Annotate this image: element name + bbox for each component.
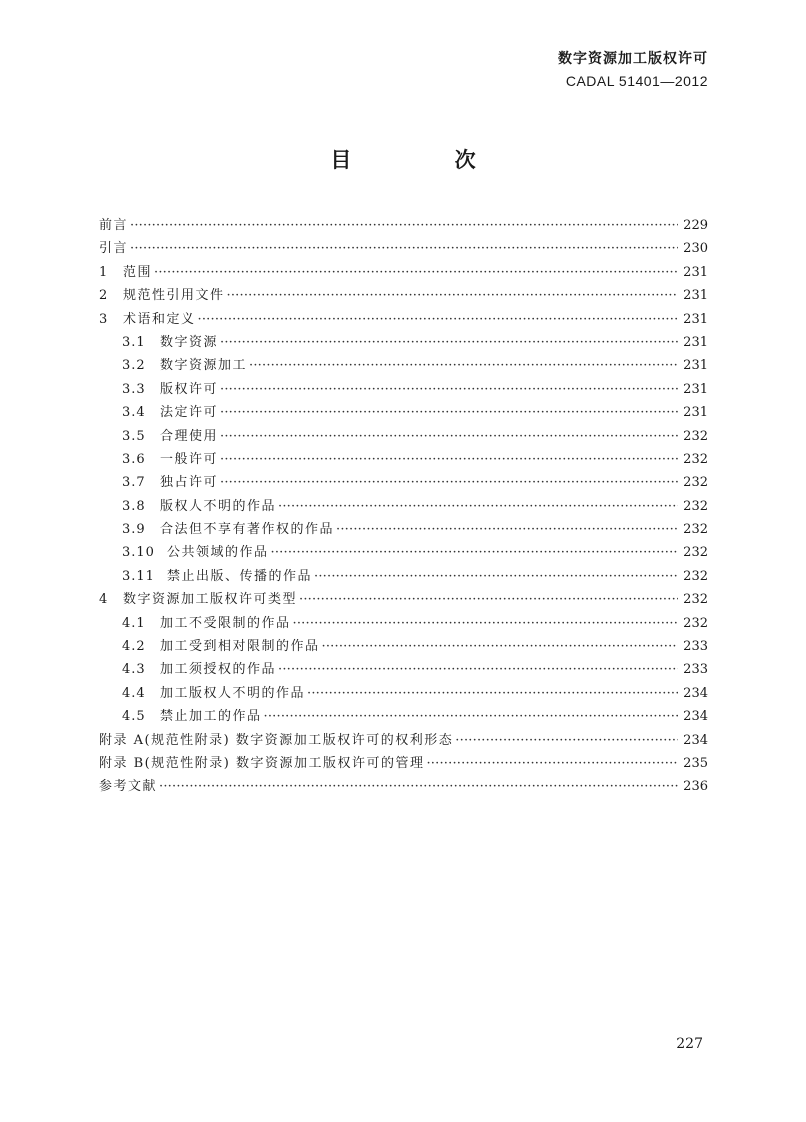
toc-entry[interactable] <box>99 658 708 681</box>
toc-dot-leader <box>130 237 678 260</box>
toc-entry-label: 范围 <box>123 264 153 280</box>
toc-dot-leader <box>264 705 678 728</box>
toc-entry-label: 附录 A(规范性附录) 数字资源加工版权许可的权利形态 <box>99 732 454 748</box>
toc-dot-leader <box>271 541 678 564</box>
toc-entry-number: 3.8 <box>122 498 146 514</box>
toc-entry-label: 合法但不享有著作权的作品 <box>160 522 335 538</box>
toc-entry-page: 231 <box>683 405 708 421</box>
toc-entry-page: 232 <box>683 428 708 444</box>
toc-entry-page: 231 <box>683 288 708 304</box>
toc-entry-number: 3.1 <box>122 334 146 350</box>
toc-entry[interactable] <box>99 565 708 588</box>
toc-entry-page: 231 <box>683 264 708 280</box>
toc-entry[interactable] <box>99 495 708 518</box>
toc-entry-number: 4.4 <box>122 685 146 701</box>
toc-entry-number: 1 <box>99 264 109 280</box>
toc-entry-page: 233 <box>683 639 708 655</box>
toc-dot-leader <box>336 518 678 541</box>
toc-entry[interactable] <box>99 705 708 728</box>
toc-entry-number: 4.3 <box>122 662 146 678</box>
toc-entry-page: 232 <box>683 615 708 631</box>
toc-entry-label: 加工须授权的作品 <box>160 662 277 678</box>
toc-entry[interactable] <box>99 284 708 307</box>
toc-entry[interactable] <box>99 612 708 635</box>
toc-entry[interactable] <box>99 448 708 471</box>
toc-entry-number: 3.2 <box>122 358 146 374</box>
toc-dot-leader <box>220 448 678 471</box>
toc-entry-label: 法定许可 <box>160 405 219 421</box>
toc-entry-page: 235 <box>683 755 708 771</box>
toc-entry-number: 4.5 <box>122 709 146 725</box>
toc-dot-leader <box>278 658 678 681</box>
toc-entry-number: 3.9 <box>122 522 146 538</box>
toc-entry[interactable] <box>99 471 708 494</box>
toc-dot-leader <box>426 752 678 775</box>
toc-entry-number: 3.5 <box>122 428 146 444</box>
toc-entry-page: 231 <box>683 358 708 374</box>
toc-entry-page: 231 <box>683 381 708 397</box>
toc-entry-number: 3.4 <box>122 405 146 421</box>
toc-entry-label: 参考文献 <box>99 779 158 795</box>
toc-entry[interactable] <box>99 588 708 611</box>
toc-entry-page: 236 <box>683 779 708 795</box>
toc-entry-page: 232 <box>683 568 708 584</box>
toc-entry-label: 加工不受限制的作品 <box>160 615 291 631</box>
toc-entry-label: 合理使用 <box>160 428 219 444</box>
toc-entry-page: 231 <box>683 334 708 350</box>
toc-entry[interactable] <box>99 308 708 331</box>
toc-entry-page: 232 <box>683 451 708 467</box>
toc-entry[interactable] <box>99 729 708 752</box>
toc-entry-label: 一般许可 <box>160 451 219 467</box>
toc-entry[interactable] <box>99 541 708 564</box>
toc-entry-label: 禁止出版、传播的作品 <box>167 568 313 584</box>
toc-entry-page: 230 <box>683 241 708 257</box>
header-standard-code: CADAL 51401—2012 <box>565 73 708 89</box>
toc-dot-leader <box>159 775 678 798</box>
toc-dot-leader <box>220 401 678 424</box>
toc-heading: 目 次 <box>330 148 524 172</box>
toc-entry-page: 234 <box>683 685 708 701</box>
toc-entry[interactable] <box>99 378 708 401</box>
toc-entry[interactable] <box>99 401 708 424</box>
toc-entry-number: 3.11 <box>122 568 155 584</box>
toc-entry-label: 数字资源加工版权许可类型 <box>123 592 298 608</box>
toc-dot-leader <box>198 308 678 331</box>
toc-entry-page: 232 <box>683 498 708 514</box>
toc-dot-leader <box>455 729 678 752</box>
toc-entry-label: 前言 <box>99 218 129 233</box>
toc-entry[interactable] <box>99 682 708 705</box>
toc-dot-leader <box>220 471 678 494</box>
toc-entry-page: 232 <box>683 592 708 608</box>
toc-entry[interactable] <box>99 261 708 284</box>
toc-dot-leader <box>314 565 678 588</box>
toc-entry[interactable] <box>99 331 708 354</box>
toc-entry-label: 独占许可 <box>160 475 219 491</box>
toc-entry-page: 232 <box>683 475 708 491</box>
toc-dot-leader <box>220 425 678 448</box>
toc-dot-leader <box>220 331 678 354</box>
toc-dot-leader <box>278 495 678 518</box>
toc-entry-number: 3.3 <box>122 381 146 397</box>
toc-dot-leader <box>154 261 678 284</box>
toc-entry[interactable] <box>99 214 708 237</box>
toc-dot-leader <box>293 612 678 635</box>
toc-entry-page: 232 <box>683 545 708 561</box>
toc-entry-number: 3.7 <box>122 475 146 491</box>
toc-entry-page: 231 <box>683 311 708 327</box>
toc-entry-label: 规范性引用文件 <box>123 288 225 304</box>
toc-dot-leader <box>322 635 678 658</box>
table-of-contents <box>99 214 708 799</box>
toc-entry-label: 加工版权人不明的作品 <box>160 685 306 701</box>
toc-entry-label: 数字资源 <box>160 334 219 350</box>
toc-entry-number: 4.2 <box>122 639 146 655</box>
toc-entry-label: 术语和定义 <box>123 311 196 327</box>
toc-entry-number: 2 <box>99 288 109 304</box>
page-number: 227 <box>676 1036 703 1052</box>
toc-entry[interactable] <box>99 354 708 377</box>
toc-entry[interactable] <box>99 635 708 658</box>
toc-dot-leader <box>299 588 678 611</box>
toc-entry-label: 公共领域的作品 <box>167 545 269 561</box>
toc-entry[interactable] <box>99 752 708 775</box>
toc-entry-label: 版权许可 <box>160 381 219 397</box>
toc-entry[interactable] <box>99 518 708 541</box>
header-standard-title: 数字资源加工版权许可 <box>558 51 708 67</box>
toc-dot-leader <box>249 354 678 377</box>
toc-dot-leader <box>227 284 678 307</box>
toc-entry[interactable] <box>99 237 708 260</box>
toc-entry-number: 3.10 <box>122 545 155 561</box>
toc-entry-page: 232 <box>683 522 708 538</box>
toc-entry-number: 4.1 <box>122 615 146 631</box>
toc-entry-page: 229 <box>683 218 708 233</box>
toc-entry-label: 加工受到相对限制的作品 <box>160 639 320 655</box>
toc-dot-leader <box>130 214 678 237</box>
toc-entry-page: 234 <box>683 732 708 748</box>
toc-dot-leader <box>307 682 678 705</box>
toc-entry-number: 3.6 <box>122 451 146 467</box>
toc-entry-number: 3 <box>99 311 109 327</box>
toc-entry[interactable] <box>99 775 708 798</box>
toc-entry-number: 4 <box>99 592 109 608</box>
toc-entry-label: 禁止加工的作品 <box>160 709 262 725</box>
toc-entry-page: 233 <box>683 662 708 678</box>
toc-entry-label: 引言 <box>99 241 129 257</box>
toc-entry-label: 数字资源加工 <box>160 358 248 374</box>
toc-entry-page: 234 <box>683 709 708 725</box>
toc-entry[interactable] <box>99 425 708 448</box>
toc-entry-label: 附录 B(规范性附录) 数字资源加工版权许可的管理 <box>99 755 425 771</box>
toc-dot-leader <box>220 378 678 401</box>
toc-entry-label: 版权人不明的作品 <box>160 498 277 514</box>
